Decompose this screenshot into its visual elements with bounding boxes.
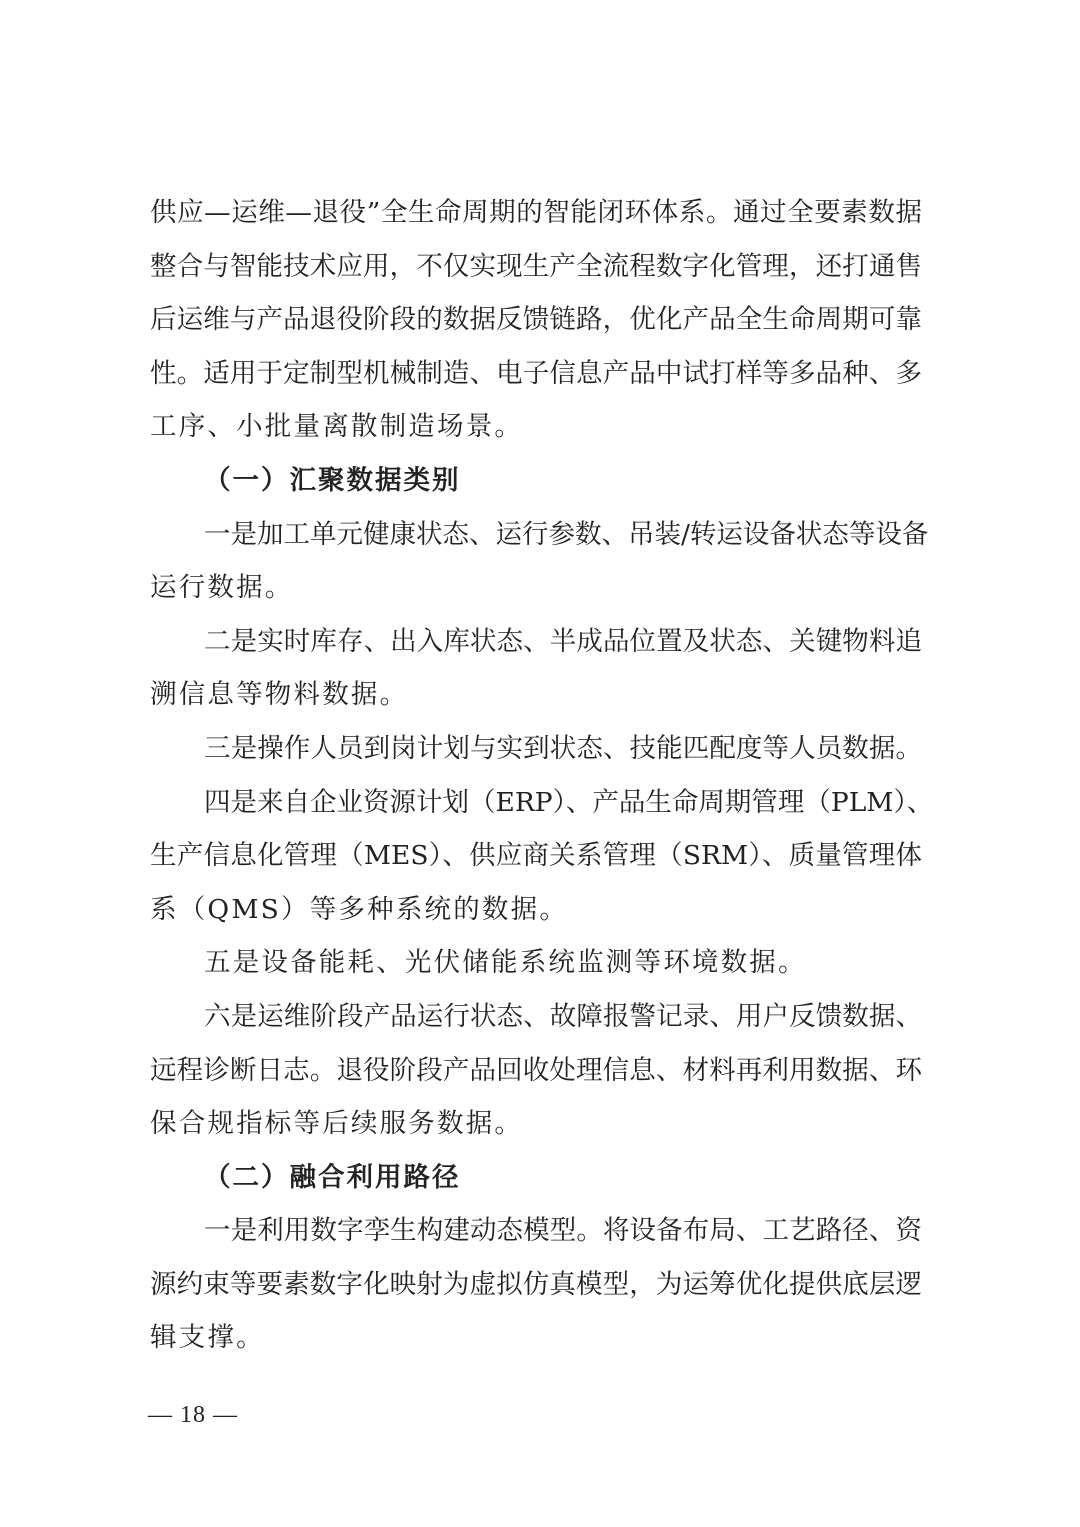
paragraph-line: 工序、小批量离散制造场景。 <box>150 411 524 443</box>
paragraph-line: 二是实时库存、出入库状态、半成品位置及状态、关键物料追 <box>204 625 922 657</box>
paragraph-line: 运行数据。 <box>150 572 294 604</box>
paragraph-line: 溯信息等物料数据。 <box>150 679 409 711</box>
paragraph-line: 一是利用数字孪生构建动态模型。将设备布局、工艺路径、资 <box>204 1215 922 1247</box>
paragraph-line: 性。适用于定制型机械制造、电子信息产品中试打样等多品种、多 <box>150 357 922 389</box>
paragraph-line: 生产信息化管理（MES）、供应商关系管理（SRM）、质量管理体 <box>150 840 922 872</box>
paragraph-line: 源约束等要素数字化映射为虚拟仿真模型，为运筹优化提供底层逻 <box>150 1268 922 1300</box>
paragraph-line: 三是操作人员到岗计划与实到状态、技能匹配度等人员数据。 <box>204 732 922 764</box>
paragraph-line: 六是运维阶段产品运行状态、故障报警记录、用户反馈数据、 <box>204 1000 922 1032</box>
paragraph-line: 后运维与产品退役阶段的数据反馈链路，优化产品全生命周期可靠 <box>150 304 922 336</box>
paragraph-line: 一是加工单元健康状态、运行参数、吊装/转运设备状态等设备 <box>204 518 929 550</box>
section-heading: （二）融合利用路径 <box>204 1161 461 1193</box>
body-text <box>150 186 934 1365</box>
paragraph-line: 整合与智能技术应用，不仅实现生产全流程数字化管理，还打通售 <box>150 250 922 282</box>
paragraph-line: 供应—运维—退役”全生命周期的智能闭环体系。通过全要素数据 <box>150 197 922 228</box>
page-number: — 18 — <box>148 1402 238 1428</box>
paragraph-line: 系（QMS）等多种系统的数据。 <box>150 893 569 925</box>
paragraph-line: 远程诊断日志。退役阶段产品回收处理信息、材料再利用数据、环 <box>150 1054 922 1086</box>
paragraph-line: 辑支撑。 <box>150 1322 265 1354</box>
paragraph-line: 四是来自企业资源计划（ERP）、产品生命周期管理（PLM）、 <box>204 786 934 818</box>
section-heading: （一）汇聚数据类别 <box>204 464 461 496</box>
paragraph-line: 五是设备能耗、光伏储能系统监测等环境数据。 <box>204 947 807 979</box>
paragraph-line: 保合规指标等后续服务数据。 <box>150 1108 524 1140</box>
